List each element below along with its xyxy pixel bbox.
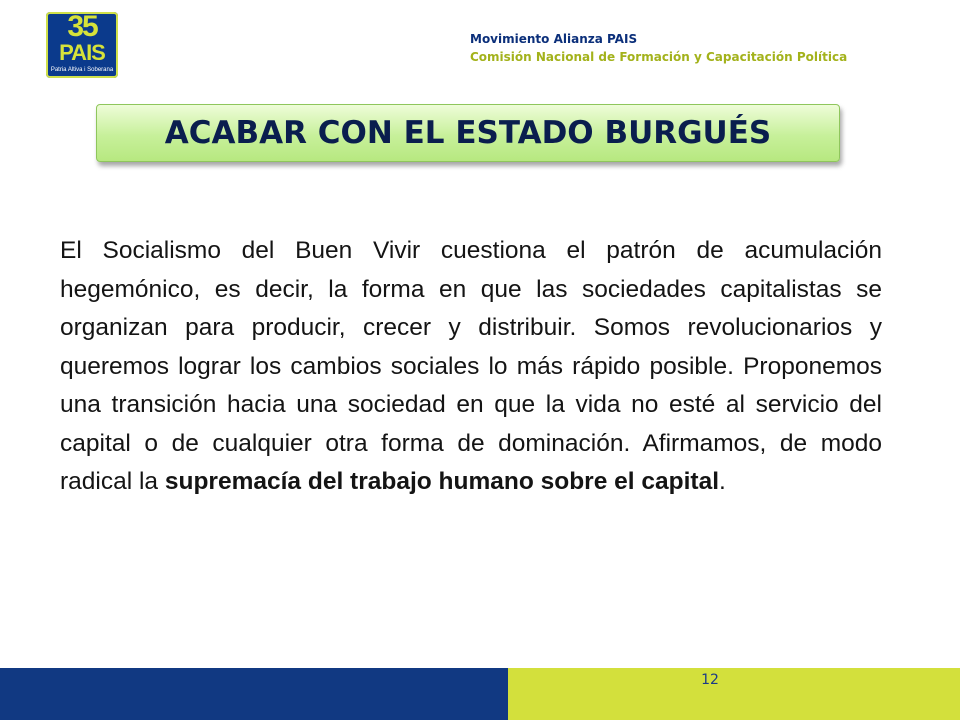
logo-number: 35 xyxy=(67,10,97,43)
slide-title: ACABAR CON EL ESTADO BURGUÉS xyxy=(164,115,772,151)
header-organization-block xyxy=(470,30,930,66)
slide-body-paragraph xyxy=(60,232,882,502)
body-bold-text: supremacía del trabajo humano sobre el capital xyxy=(164,468,720,495)
title-banner xyxy=(96,104,840,162)
organization-name: Movimiento Alianza PAIS xyxy=(470,32,638,46)
logo-word: PAIS xyxy=(59,40,105,65)
footer-bar-left xyxy=(0,668,508,720)
logo-tagline: Patria Altiva i Soberana xyxy=(50,67,114,73)
body-ending-punctuation: . xyxy=(719,468,726,495)
footer-bar-right xyxy=(508,668,960,720)
body-regular-text: El Socialismo del Buen Vivir cuestiona el patrón de acumulación hegemónico, es decir, la forma en que las sociedades capitalistas se organizan para producir, crecer y distribuir. Somos revolucionarios y queremos lograr los cambios sociales lo más rápido posible. Proponemos una transición hacia una sociedad en que la vida no esté al servicio del capital o de cualquier otra forma de dominación. Afirmamos, de modo radical la xyxy=(60,237,882,495)
commission-name: Comisión Nacional de Formación y Capacitación Política xyxy=(470,50,848,64)
alianza-pais-logo xyxy=(46,12,118,78)
page-number: 12 xyxy=(701,672,719,688)
